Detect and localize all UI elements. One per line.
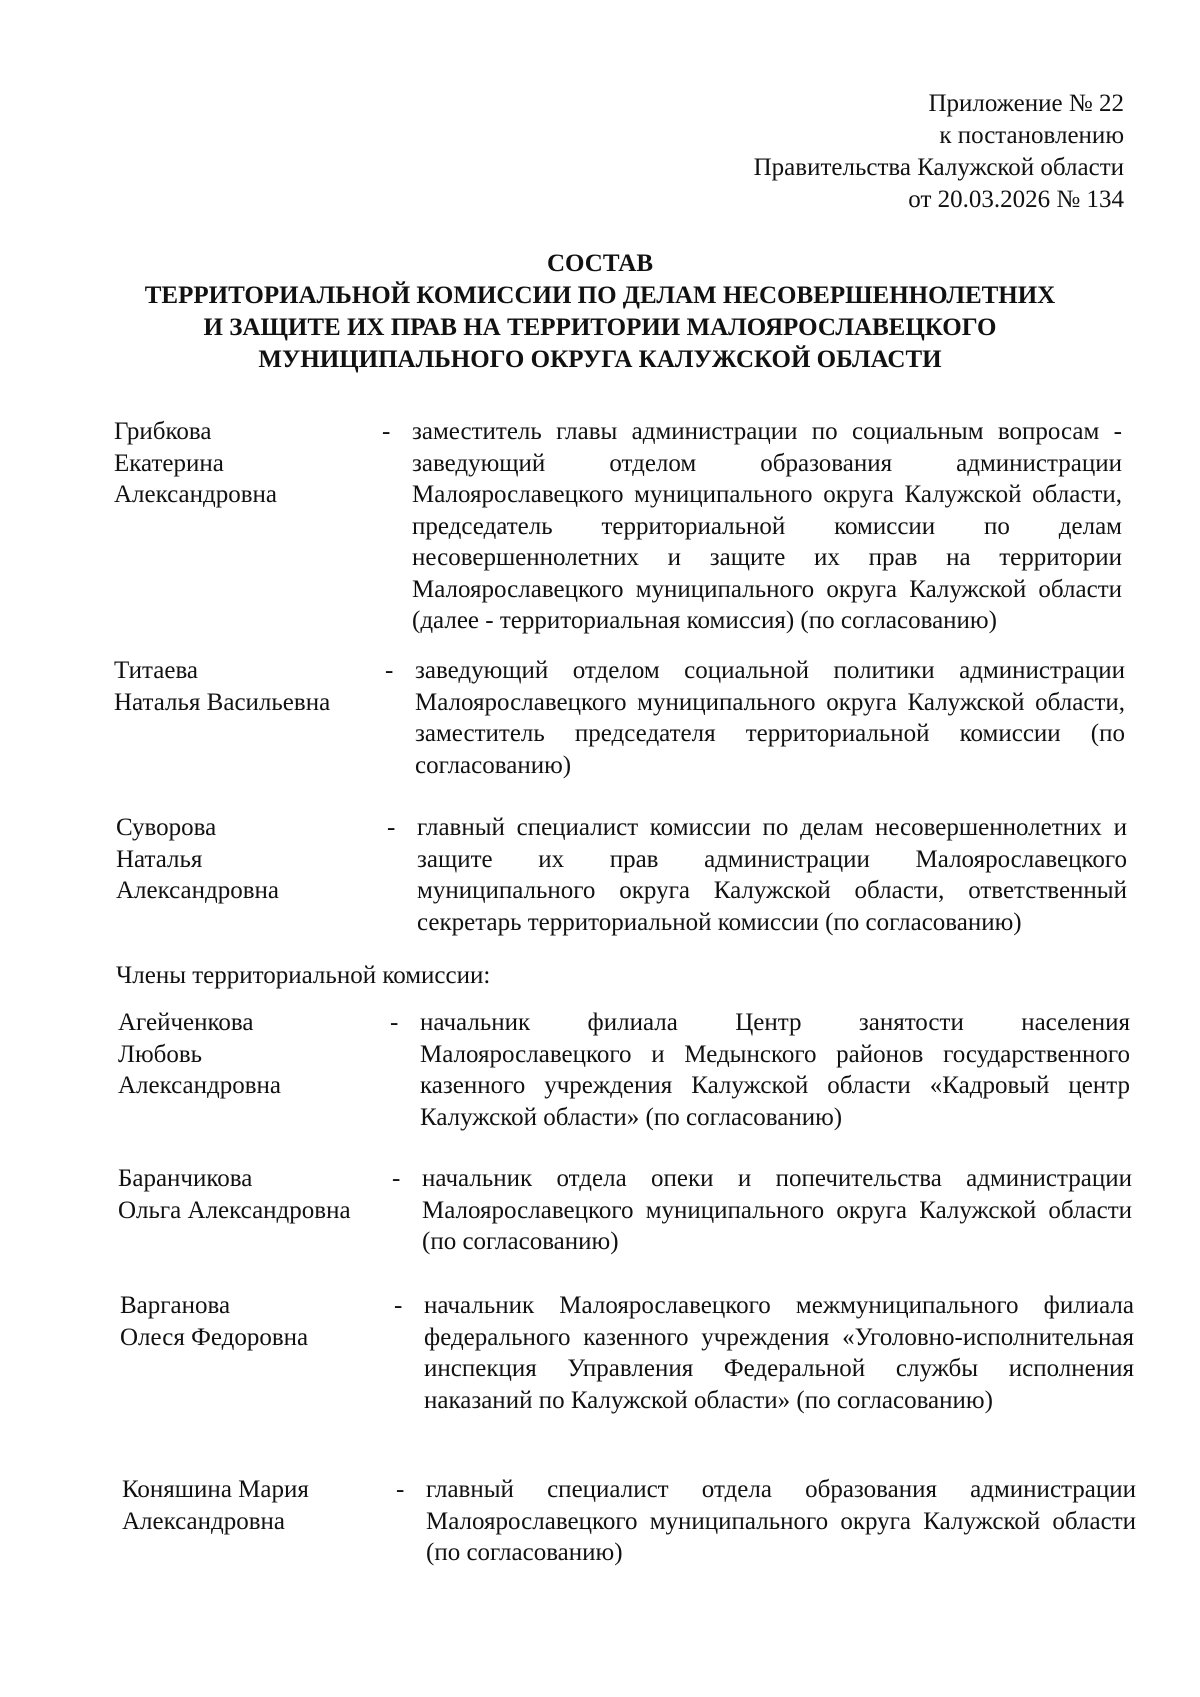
appendix-header <box>754 88 1124 216</box>
members-heading: Члены территориальной комиссии: <box>116 962 491 989</box>
appendix-line: Приложение № 22 <box>928 90 1124 117</box>
document-title <box>0 248 1200 376</box>
person-name <box>114 655 374 718</box>
name-line: Ольга Александровна <box>118 1196 351 1224</box>
dash-separator: - <box>390 1009 399 1036</box>
name-line: Коняшина Мария <box>122 1476 309 1503</box>
name-line: Александровна <box>116 877 280 904</box>
person-role: главный специалист комиссии по делам несовершеннолетних и защите их прав администрации Малоярославецкого муниципального округа Калужской области, ответственный секретарь территориальной комиссии (по согласованию) <box>417 814 1127 936</box>
person-name <box>114 416 374 511</box>
name-line: Екатерина <box>114 449 224 477</box>
title-line: СОСТАВ <box>546 250 654 277</box>
member-name <box>118 1007 378 1102</box>
name-line: Суворова <box>116 814 217 841</box>
dash-separator: - <box>394 1292 403 1319</box>
dash-separator: - <box>396 1476 405 1503</box>
dash-separator: - <box>392 1165 401 1192</box>
person-name <box>116 812 376 907</box>
person-role: заведующий отделом социальной политики администрации Малоярославецкого муниципального округа Калужской области, заместитель председателя территориальной комиссии (по согласованию) <box>415 657 1125 779</box>
name-line: Александровна <box>122 1507 286 1535</box>
name-line: Агейченкова <box>118 1009 254 1036</box>
appendix-line: от 20.03.2026 № 134 <box>908 186 1124 213</box>
name-line: Титаева <box>114 657 199 684</box>
name-line: Наталья Васильевна <box>114 688 331 716</box>
name-line: Баранчикова <box>118 1165 253 1192</box>
member-role: начальник отдела опеки и попечительства администрации Малоярославецкого муниципального округа Калужской области (по согласованию) <box>422 1165 1132 1255</box>
name-line: Любовь <box>118 1040 203 1068</box>
appendix-line: Правительства Калужской области <box>753 154 1124 181</box>
title-line: И ЗАЩИТЕ ИХ ПРАВ НА ТЕРРИТОРИИ МАЛОЯРОСЛАВЕЦКОГО <box>203 314 997 341</box>
member-role: начальник Малоярославецкого межмуниципального филиала федерального казенного учреждения «Уголовно-исполнительная инспекция Управления Федеральной службы исполнения наказаний по Калужской области» (по согласованию) <box>424 1292 1134 1414</box>
title-line: ТЕРРИТОРИАЛЬНОЙ КОМИССИИ ПО ДЕЛАМ НЕСОВЕРШЕННОЛЕТНИХ <box>144 282 1056 309</box>
name-line: Александровна <box>114 481 278 508</box>
member-role: начальник филиала Центр занятости населения Малоярославецкого и Медынского районов государственного казенного учреждения Калужской области «Кадровый центр Калужской области» (по согласованию) <box>420 1009 1130 1131</box>
name-line: Варганова <box>120 1292 231 1319</box>
member-name <box>120 1290 380 1353</box>
name-line: Олеся Федоровна <box>120 1323 309 1351</box>
member-name <box>118 1163 378 1226</box>
appendix-line: к постановлению <box>939 122 1124 149</box>
title-line: МУНИЦИПАЛЬНОГО ОКРУГА КАЛУЖСКОЙ ОБЛАСТИ <box>258 346 942 373</box>
member-role: главный специалист отдела образования администрации Малоярославецкого муниципального округа Калужской области (по согласованию) <box>426 1476 1136 1566</box>
member-name <box>122 1474 382 1537</box>
name-line: Наталья <box>116 845 203 873</box>
dash-separator: - <box>382 418 391 445</box>
name-line: Александровна <box>118 1072 282 1099</box>
dash-separator: - <box>387 814 396 841</box>
dash-separator: - <box>385 657 394 684</box>
person-role: заместитель главы администрации по социальным вопросам - заведующий отделом образования администрации Малоярославецкого муниципального округа Калужской области, председатель территориальной комиссии по делам несовершеннолетних и защите их прав на территории Малоярославецкого муниципального округа Калужской области (далее - территориальная комиссия) (по согласованию) <box>412 418 1122 634</box>
name-line: Грибкова <box>114 418 212 445</box>
